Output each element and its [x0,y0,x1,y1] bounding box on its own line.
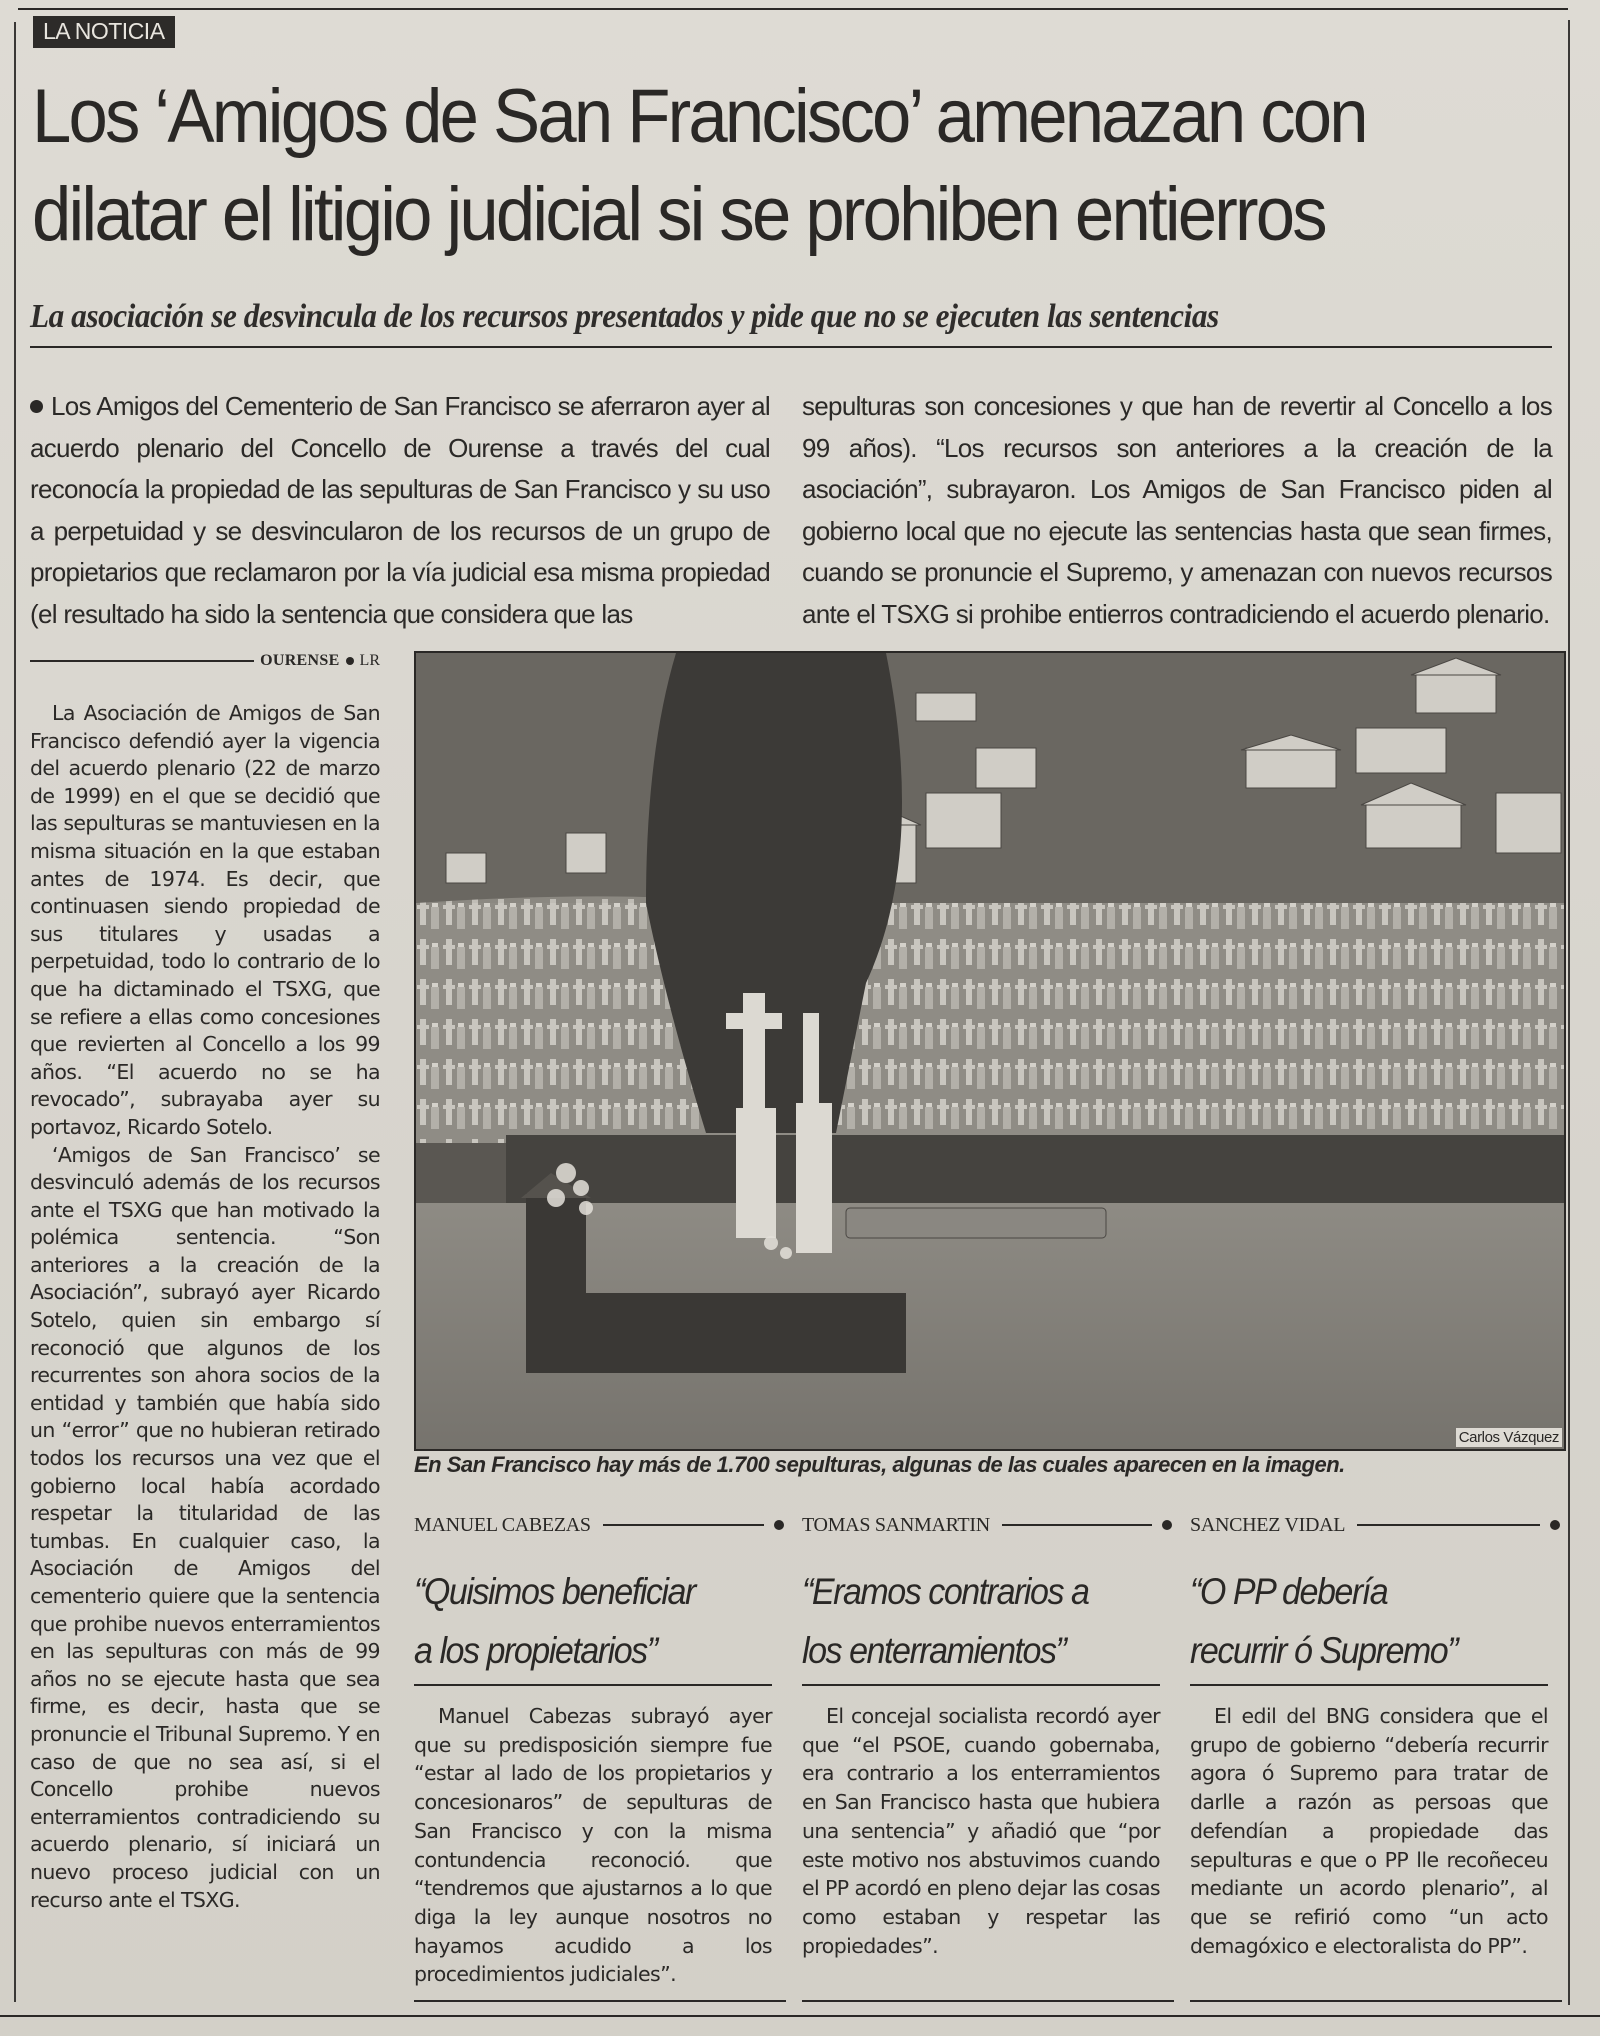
subheadline: La asociación se desvincula de los recursos presentados y pide que no se ejecuten las sentencias [30,298,1219,335]
quote-box-sanmartin [802,1510,1172,1960]
speaker-rule [1002,1524,1152,1526]
quote-box-sanchez-vidal [1190,1510,1560,1960]
lead-paragraph-left [30,386,770,635]
left-column-rule [14,22,16,2002]
quote-rule [802,1684,1160,1686]
photo-credit: Carlos Vázquez [1456,1428,1562,1447]
headline-line-2: dilatar el litigio judicial si se prohiben entierros [32,172,1325,257]
top-rule [18,8,1568,10]
quote-rule [414,1684,772,1686]
quote-bottom-rule [414,2000,786,2002]
body-paragraph: La Asociación de Amigos de San Francisco defendió ayer la vigencia del acuerdo plenario (22 de marzo de 1999) en el que se decidió que las sepulturas se mantuviesen en la misma situación en la que estaban antes de 1974. Es decir, que continuasen siendo propiedad de sus titulares y usadas a perpetuidad, todo lo contrario de lo que ha dictaminado el TSXG, que se refiere a ellas como concesiones que revierten al Concello a los 99 años. “El acuerdo no se ha revocado”, subrayaba ayer su portavoz, Ricardo Sotelo. [30,701,380,1139]
cemetery-image [416,653,1564,1449]
article-body [30,700,380,1914]
headline [32,68,1455,264]
quote-title-line: “Quisimos beneficiar [414,1571,695,1612]
quote-body [1190,1702,1548,1960]
quote-speaker [414,1510,784,1540]
bullet-icon [774,1520,784,1530]
quote-title-line: los enterramientos” [802,1630,1066,1671]
dateline [30,651,380,671]
quote-title [414,1562,782,1680]
quote-body [414,1702,772,1989]
speaker-name: MANUEL CABEZAS [414,1513,591,1536]
quote-body [802,1702,1160,1960]
quote-rule [1190,1684,1548,1686]
speaker-rule [1357,1524,1540,1526]
lead-left-text: Los Amigos del Cementerio de San Francisco se aferraron ayer al acuerdo plenario del Concello de Ourense a través del cual reconocía la propiedad de las sepulturas de San Francisco y su uso a perpetuidad y se desvincularon de los recursos de un grupo de propietarios que reclamaron por la vía judicial esa misma propiedad (el resultado ha sido la sentencia que considera que las [30,391,770,629]
quote-body-text: Manuel Cabezas subrayó ayer que su predisposición siempre fue “estar al lado de los propietarios y concesionaros” de sepulturas de San Francisco y con la misma contundencia reconoció. que “tendremos que ajustarnos a lo que diga la ley aunque nosotros no hayamos acudido a los procedimientos judiciales”. [414,1704,772,1987]
quote-title-line: a los propietarios” [414,1630,657,1671]
dateline-author: LR [359,652,380,669]
quote-title [802,1562,1170,1680]
quote-body-text: El concejal socialista recordó ayer que “el PSOE, cuando gobernaba, era contrario a los enterramientos en San Francisco hasta que hubiera una sentencia” y añadió que “por este motivo nos abstuvimos cuando el PP acordó en pleno dejar las cosas como estaban y respetar las propiedades”. [802,1704,1160,1958]
quote-speaker [1190,1510,1560,1540]
bullet-icon [346,657,354,665]
quote-speaker [802,1510,1172,1540]
bullet-icon [30,400,43,413]
quote-box-cabezas [414,1510,784,1989]
quote-bottom-rule [802,2000,1174,2002]
quote-bottom-rule [1190,2000,1562,2002]
quote-body-text: El edil del BNG considera que el grupo de gobierno “debería recurrir agora ó Supremo para tratar de darlle a razón as persoas que defendían a propiedade das sepulturas e que o PP lle recoñeceu mediante un acordo plenario”, al que se refirió como “un acto demagóxico e electoralista do PP”. [1190,1704,1548,1958]
right-column-rule [1568,20,1570,2005]
dateline-rule [30,660,254,662]
speaker-rule [603,1524,764,1526]
lead-paragraph-right: sepulturas son concesiones y que han de revertir al Concello a los 99 años). “Los recursos son anteriores a la creación de la asociación”, subrayaron. Los Amigos de San Francisco piden al gobierno local que no ejecute las sentencias hasta que sean firmes, cuando se pronuncie el Supremo, y amenazan con nuevos recursos ante el TSXG si prohibe entierros contradiciendo el acuerdo plenario. [802,391,1552,629]
section-label: LA NOTICIA [33,16,175,48]
speaker-name: TOMAS SANMARTIN [802,1513,990,1536]
bullet-icon [1162,1520,1172,1530]
cemetery-photo [414,651,1566,1451]
subhead-rule [30,346,1552,348]
quote-title [1190,1562,1558,1680]
bullet-icon [1550,1520,1560,1530]
bottom-rule [0,2015,1600,2017]
dateline-place: OURENSE [260,652,340,669]
quote-title-line: “O PP debería [1190,1571,1388,1612]
speaker-name: SANCHEZ VIDAL [1190,1513,1346,1536]
photo-caption: En San Francisco hay más de 1.700 sepulturas, algunas de las cuales aparecen en la imagen. [414,1452,1345,1477]
quote-title-line: “Eramos contrarios a [802,1571,1089,1612]
quote-title-line: recurrir ó Supremo” [1190,1630,1458,1671]
body-paragraph: ‘Amigos de San Francisco’ se desvinculó además de los recursos ante el TSXG que han motivado la polémica sentencia. “Son anteriores a la creación de la Asociación”, subrayó ayer Ricardo Sotelo, quien sin embargo sí reconoció que algunos de los recurrentes son ahora socios de la entidad y también que había sido un “error” que no hubieran retirado todos los recursos una vez que el gobierno local había acordado respetar la titularidad de las tumbas. En cualquier caso, la Asociación de Amigos del cementerio quiere que la sentencia que prohibe nuevos enterramientos en las sepulturas con más de 99 años no se ejecute hasta que sea firme, es decir, hasta que se pronuncie el Tribunal Supremo. Y en caso de que no sea así, si el Concello prohibe nuevos enterramientos contradiciendo su acuerdo plenario, sí iniciará un nuevo proceso judicial con un recurso ante el TSXG. [30,1142,380,1912]
headline-line-1: Los ‘Amigos de San Francisco’ amenazan con [32,74,1366,159]
